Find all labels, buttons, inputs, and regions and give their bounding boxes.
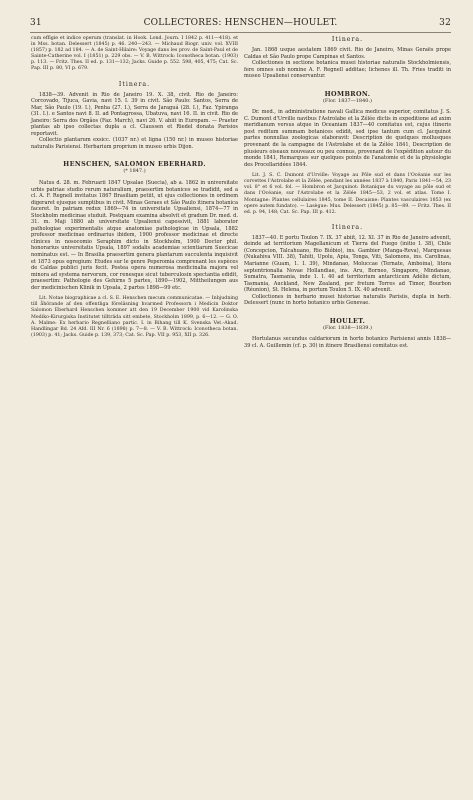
- right-column: [244, 36, 451, 349]
- biography-text: Hortulanus secundus caldariorum in horto botanico Parisiensi annis 1838—39 cl. A. Guillemin (cf. p. 30) in itinere Brasiliensi comitatus est.: [244, 336, 451, 349]
- collector-dates: (* 1847.): [123, 168, 146, 175]
- biography-text: Dr. med., in administratione navali Gallica medicus superior, comitatus J. S. C. Dumont d'Urville navibus l'Astrolabe et la Zélée dictis in expeditione ad axim meridianum versus atque in Oceaniam 1837—40 comitatus est, cujus itineris post reditum summam botanices edidit, sed ipse tantum cum cl. Jacquinot partes nonnullas zoologicas elaboravit: Description de quelques mollusques provenant de la campagne de l'Astrolabe et de la Zélée 1841, Description de plusieurs oiseaux nouveaux ou peu connus, provenant de l'expédition autour du monde 1841, Remarques sur quelques points de l'anatomie et de la physiologie des Procellaridées 1844.: [244, 109, 451, 168]
- collector-name: HENSCHEN, SALOMON EBERHARD.: [63, 160, 206, 169]
- collector-name: HOMBRON.: [324, 89, 371, 98]
- itinera-text: 1837—40. E portu Toulon 7. IX. 37 abiit, 12. XI. 37 in Rio de Janeiro advenit, deinde ad territorium Magellanicum et Tierra del Fuego (initio I. 38), Chile (Concepcion, Talcahuano, Rio Bióbio), ins. Gambier (Manga-Reva), Marquesas (Nukahiva VIII. 38), Tahiti, Upolu, Apia, Tonga, Viti, Salomons, ins. Carolinas, Marianne (Guam, 1. I. 39), Mindanao, Moluccae (Ternate, Amboina), litora septentrionalia Novae Hollandiae, ins. Aru, Borneo, Singapore, Mindanao, Sumatra, Tasmania, inde 1. I. 40 ad territorium antarcticum Adélie dictum, Tasmania, Auckland, New Zealand, per fretum Torres ad Timor, Bourbon (Réunion), St. Helena, in portum Toulon 5. IX. 40 advenit.: [244, 234, 451, 294]
- page-number-right: 32: [439, 18, 451, 28]
- itinera-heading: Itinera.: [118, 80, 151, 88]
- header-rule: [30, 32, 451, 33]
- collector-dates: (Flor. 1838—1839.): [322, 324, 373, 331]
- collection-text: Collectiones in herbario musei historiae naturalis Parisiis, dupla in herb. Delessert (nunc in horto botanico urbis Genevae.: [244, 293, 451, 307]
- itinera-heading: Itinera.: [331, 36, 364, 43]
- itinera-text: Jan. 1868 usque aestatem 1869 civit. Rio de Janeiro, Minas Geraës prope Caldas et São Paulo prope Campinas et Santos.: [244, 47, 451, 60]
- collector-name: HOULET.: [329, 316, 366, 325]
- left-column: [31, 36, 238, 339]
- literature-continuation: cum effigie et indice operum (translat. in Hook. Lond. Journ. I 1842 p. 411—418). et in Mss. botan. Delessert (1845) p. 46. 240—243. — Michaud Biogr. univ. vol. XVIII (1857) p. 182 ad 184. — A. de Saint-Hilaire: Voyage dans les prov. de Saint-Paul et de Sainte-Catherine vol. I (1851) p. 229 obs. — V. B. Wittrock: Iconotheca botan. (1903) p. 113. — Fritz. Thes. II ed. p. 131—132; Jacks. Guide p. 552. 598, 405, 475; Cat. Sc. Pap. III p. 80, VI p. 679.: [31, 36, 238, 72]
- running-title: COLLECTORES: HENSCHEN—HOULET.: [143, 18, 338, 28]
- running-header: [30, 18, 451, 30]
- collection-text: Collectio plantarum exsicc. (1037 nr.) et ligna (150 nr.) in museo historiae naturalis Parisiensi. Herbarium proprium in museo urbis Dijon.: [31, 137, 238, 150]
- literature-text: Lit. J. S. C. Dumont d'Urville: Voyage au Pôle sud et dans l'Océanie sur les corvettes l'Astrolabe et la Zélée, pendant les années 1837 à 1840, Paris 1841—54, 23 vol. 8° et 6 vol. fol. — Hombron et Jacquinot: Botanique du voyage au pôle sud et dans l'Océanie, sur l'Astrolabe et la Zélée 1845—53, 2 vol. et atlas. Tome I. Montagne: Plantes cellulaires 1845, tome II. Decaisne: Plantes vasculaires 1853 (ex opere autem fundato). — Lasègue: Mus. Delessert (1845) p. 85—89. — Fritz. Thes. II ed. p. 94, 148; Cat. Sc. Pap. III p. 412.: [244, 173, 451, 215]
- page-number-left: 31: [30, 18, 42, 28]
- collection-text: Collectiones in sectione botanica musei historiae naturalis Stockholmiensis, fere omnes sub nomine A. F. Regnell additae; lichenes ill. Th. Fries traditi in museo Upsaliensi conservantur.: [244, 60, 451, 80]
- itinera-heading: Itinera.: [331, 223, 364, 231]
- biography-text: Natus d. 28. m. Februarii 1847 Upsalae (Suecia), ab a. 1862 in universitate urbis patriae studio rerum naturalium, praesertim botanices se tradidit, sed a cl. A. F. Regnell invitatus 1867 Brasiliam petiit, ut ejus collectiones in ordinem digeraret ejusque sumptibus in civit. Minas Geraes et São Paulo itinera botanica faceret. In patriam redux 1869—74 in universitate Upsaliensi, 1874—77 in Stockholm medicinae studuit. Postquam examina absolvit et gradum Dr. med. d. 31. m. Maji 1880 ab universitate Upsaliensi capessivit, 1881 laborator pathologiae experimentalis atque anatomiae pathologicae in Upsala, 1882 professor medicinae ordinarius ibidem, 1900 professor medicinae et directe clinices in nosocomio Seraphim dicto in Stockholm, 1900 Doctor phil. honorarius universitatis Upsala, 1897 sodalis academiae scientiarum Suecicae nominatus est. — In Brasilia praesertim genera plantarum succulenta inquisivit et 1873 opus egregium: Etudes sur le genre Peperomia comprenant les espèces de Caldas publici juris fecit. Postea opera numerosa medicinalia majora vel minora ad systema nervorum, cor renesque sicut tuberculosin spectantia edidit, praesertim: Pathologie des Gehirns 5 partes, 1890—1902, Mittheilungen aus der medicinischen Klinik in Upsala, 2 partes 1898—99 etc.: [31, 179, 238, 291]
- collector-dates: (Flor. 1837—1840.): [322, 97, 373, 104]
- literature-text: Lit. Notae biographicae a cl. S. E. Henschen mecum communicatae. — Inbjudning till åhörande af den offentliga föreläsning hvarmed Professorn i Medicin Doktor Salomon Eberhard Henschen kommer att den 19 December 1900 vid Karolinska Mediko-Kirurgiska Institutet tillträda sitt embete, Stockholm 1899, p. 6—12. — G. O. A. Malme: Ex herbario Regnelliano partic. I. in Bihang till K. Svenska Vet.-Akad. Handlingar Bd. 24 Afd. III Nr. 6 (1898) p. 7—8. — V. B. Wittrock: Iconotheca botan. (1903) p. 41; Jacks. Guide p. 139, 373; Cat. Sc. Pap. VII p. 953, XII p. 326.: [31, 296, 238, 338]
- itinera-text: 1838—39. Advenit in Rio de Janeiro 19. X. 38, civit. Rio de Janeiro: Corcovado, Tijuca, Gavia, navi 15. I. 39 in civit. São Paulo: Santos, Serra de Mar, São Paulo (19. I.), Penha (27. I.), Serra de Jaraguá (28. I.), Faz. Ypiranga (31. I.). e Santos navi 8. II. ad Pontagrossa, Ubatuva, navi 16. II. in civit. Rio de Janeiro: Serra dos Orgãos (Faz. March), navi 26. V. abiit in Europam. — Praeter plantas ab ipso collectas dupla a cl. Claussen et Riedel donata Parisios reportavit.: [31, 91, 238, 137]
